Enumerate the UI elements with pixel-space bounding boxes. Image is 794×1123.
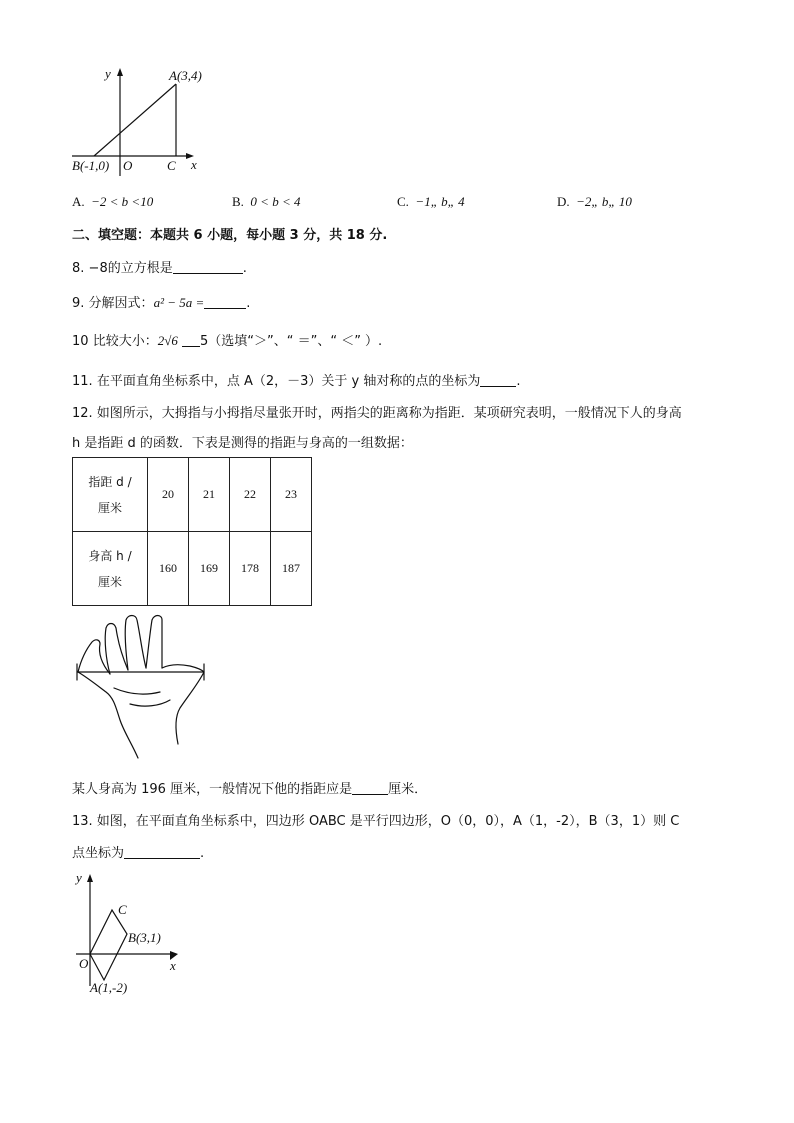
section-heading: 二、填空题：本题共 6 小题，每小题 3 分，共 18 分. bbox=[72, 228, 388, 243]
table-cell: 21 bbox=[189, 458, 230, 532]
row2-head-b: 厘米 bbox=[97, 574, 122, 589]
y-axis-label: y bbox=[105, 66, 111, 81]
question-12-line2: h 是指距 d 的函数．下表是测得的指距与身高的一组数据： bbox=[72, 436, 413, 451]
figure-parallelogram bbox=[70, 868, 190, 998]
q13-line2-text: 点坐标为 bbox=[72, 846, 125, 861]
choice-d-text: −2„ b„ 10 bbox=[576, 194, 632, 209]
q12-question-a: 某人身高为 196 厘米，一般情况下他的指距应是 bbox=[72, 782, 353, 797]
q9-expression: a² − 5a = bbox=[153, 295, 205, 310]
q11-answer-blank[interactable] bbox=[480, 374, 516, 387]
table-header-cell bbox=[73, 458, 148, 532]
hand-span-illustration bbox=[70, 612, 215, 762]
q10-text: 比较大小： bbox=[92, 334, 158, 349]
table-cell: 160 bbox=[148, 532, 189, 606]
point-b-label: B(-1,0) bbox=[72, 158, 110, 173]
q12-answer-blank[interactable] bbox=[352, 782, 388, 795]
q9-answer-blank[interactable] bbox=[204, 296, 246, 309]
choice-a-text: −2 < b <10 bbox=[91, 194, 154, 209]
q10-number: 10 bbox=[72, 334, 89, 349]
choice-a[interactable] bbox=[72, 194, 153, 210]
point-b-label: B(3,1) bbox=[128, 930, 161, 945]
choice-b[interactable] bbox=[232, 194, 300, 210]
q12-question-b: 厘米． bbox=[388, 782, 428, 797]
y-axis-label: y bbox=[76, 870, 82, 885]
choice-d[interactable] bbox=[557, 194, 632, 210]
table-cell: 22 bbox=[230, 458, 271, 532]
choice-c-text: −1„ b„ 4 bbox=[415, 194, 465, 209]
q8-end: . bbox=[242, 261, 247, 276]
question-9 bbox=[72, 292, 250, 311]
segment-ba bbox=[94, 84, 176, 156]
table-row bbox=[73, 458, 312, 532]
point-a-label: A(3,4) bbox=[169, 68, 202, 83]
choice-b-text: 0 < b < 4 bbox=[250, 194, 301, 209]
figure-coordinate-triangle bbox=[68, 64, 218, 182]
y-axis-arrow bbox=[87, 874, 93, 882]
table-cell: 178 bbox=[230, 532, 271, 606]
origin-label: O bbox=[123, 158, 133, 173]
question-13-line2 bbox=[72, 842, 204, 861]
q10-expression: 2√6 bbox=[157, 333, 178, 348]
q11-text: 在平面直角坐标系中，点 A（2，－3）关于 y 轴对称的点的坐标为 bbox=[96, 374, 481, 389]
question-10 bbox=[72, 330, 382, 349]
choice-c[interactable] bbox=[397, 194, 465, 210]
q9-text: 分解因式： bbox=[88, 296, 154, 311]
table-cell: 187 bbox=[271, 532, 312, 606]
q9-end: . bbox=[246, 296, 251, 311]
origin-label: O bbox=[79, 956, 89, 971]
question-8 bbox=[72, 257, 247, 276]
parallelogram-oabc bbox=[90, 910, 127, 980]
table-cell: 23 bbox=[271, 458, 312, 532]
q13-answer-blank[interactable] bbox=[124, 846, 200, 859]
q11-end: . bbox=[516, 374, 521, 389]
q8-text: −8的立方根是 bbox=[88, 261, 173, 276]
choice-a-letter: A. bbox=[72, 194, 85, 209]
table-row bbox=[73, 532, 312, 606]
question-11 bbox=[72, 370, 521, 389]
q13-end: . bbox=[200, 846, 205, 861]
row2-head-a: 身高 h / bbox=[88, 548, 132, 563]
q8-number: 8. bbox=[72, 261, 85, 276]
q10-answer-blank[interactable] bbox=[182, 334, 200, 347]
choice-b-letter: B. bbox=[232, 194, 244, 209]
table-cell: 20 bbox=[148, 458, 189, 532]
point-c-label: C bbox=[118, 902, 127, 917]
data-table bbox=[72, 457, 312, 606]
row1-head-a: 指距 d / bbox=[88, 474, 132, 489]
question-12-ask bbox=[72, 778, 427, 797]
table-cell: 169 bbox=[189, 532, 230, 606]
question-13-line1: 13. 如图，在平面直角坐标系中，四边形 OABC 是平行四边形，O（0，0），A（1，-2），B（3，1）则 C bbox=[72, 814, 680, 829]
q11-number: 11. bbox=[72, 374, 93, 389]
question-12-line1: 12. 如图所示，大拇指与小拇指尽量张开时，两指尖的距离称为指距．某项研究表明，一般情况下人的身高 bbox=[72, 406, 682, 421]
choice-d-letter: D. bbox=[557, 194, 570, 209]
table-header-cell bbox=[73, 532, 148, 606]
point-a-label: A(1,-2) bbox=[90, 980, 128, 995]
y-axis-arrow bbox=[117, 68, 123, 76]
q9-number: 9. bbox=[72, 296, 85, 311]
x-axis-label: x bbox=[191, 157, 197, 172]
q10-rest: 5（选填“＞”、“ ＝”、“ ＜” ）. bbox=[199, 334, 383, 349]
x-axis-label: x bbox=[170, 958, 176, 973]
point-c-label: C bbox=[167, 158, 176, 173]
row1-head-b: 厘米 bbox=[97, 500, 122, 515]
choice-c-letter: C. bbox=[397, 194, 409, 209]
q8-answer-blank[interactable] bbox=[173, 261, 243, 274]
